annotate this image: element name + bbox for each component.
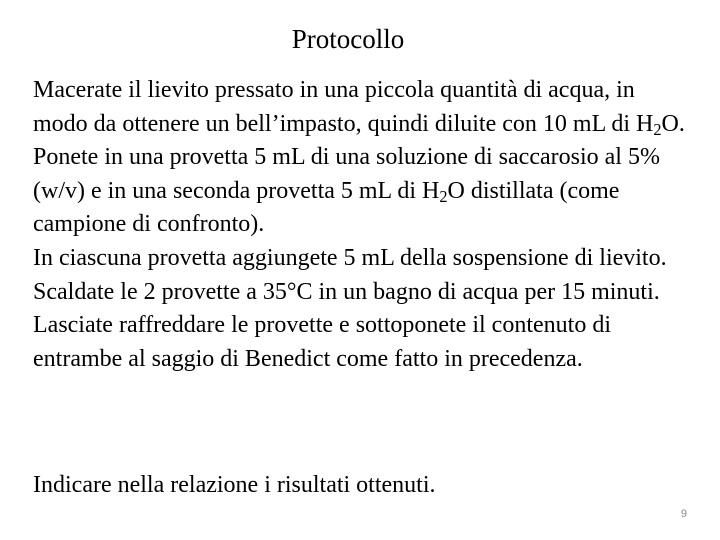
slide-number: 9 bbox=[680, 508, 687, 520]
subscript-2: 2 bbox=[653, 119, 662, 139]
protocol-body bbox=[33, 74, 693, 376]
protocol-step-3: In ciascuna provetta aggiungete 5 mL della sospensione di lievito. Scaldate le 2 provette a 35°C in un bagno di acqua per 15 minuti. Lasciate raffreddare le provette e sottoponete il contenuto di entrambe al saggio di Benedict come fatto in precedenza. bbox=[33, 244, 667, 372]
step-2-text: Ponete in una provetta 5 mL di una soluzione di saccarosio al 5% (w/v) e in una seconda provetta 5 mL di H bbox=[33, 144, 660, 204]
step-2-text-end: O distillata (come campione di confronto). bbox=[33, 177, 620, 238]
step-1-text: Macerate il lievito pressato in una piccola quantità di acqua, in modo da ottenere un bell’impasto, quindi diluite con 10 mL di H bbox=[33, 77, 654, 137]
subscript-2: 2 bbox=[439, 186, 448, 206]
protocol-step-2 bbox=[33, 141, 693, 242]
step-1-text-end: O. bbox=[661, 110, 685, 137]
closing-instruction: Indicare nella relazione i risultati ottenuti. bbox=[33, 472, 436, 498]
protocol-step-1 bbox=[33, 74, 693, 141]
slide-title: Protocollo bbox=[291, 24, 405, 54]
